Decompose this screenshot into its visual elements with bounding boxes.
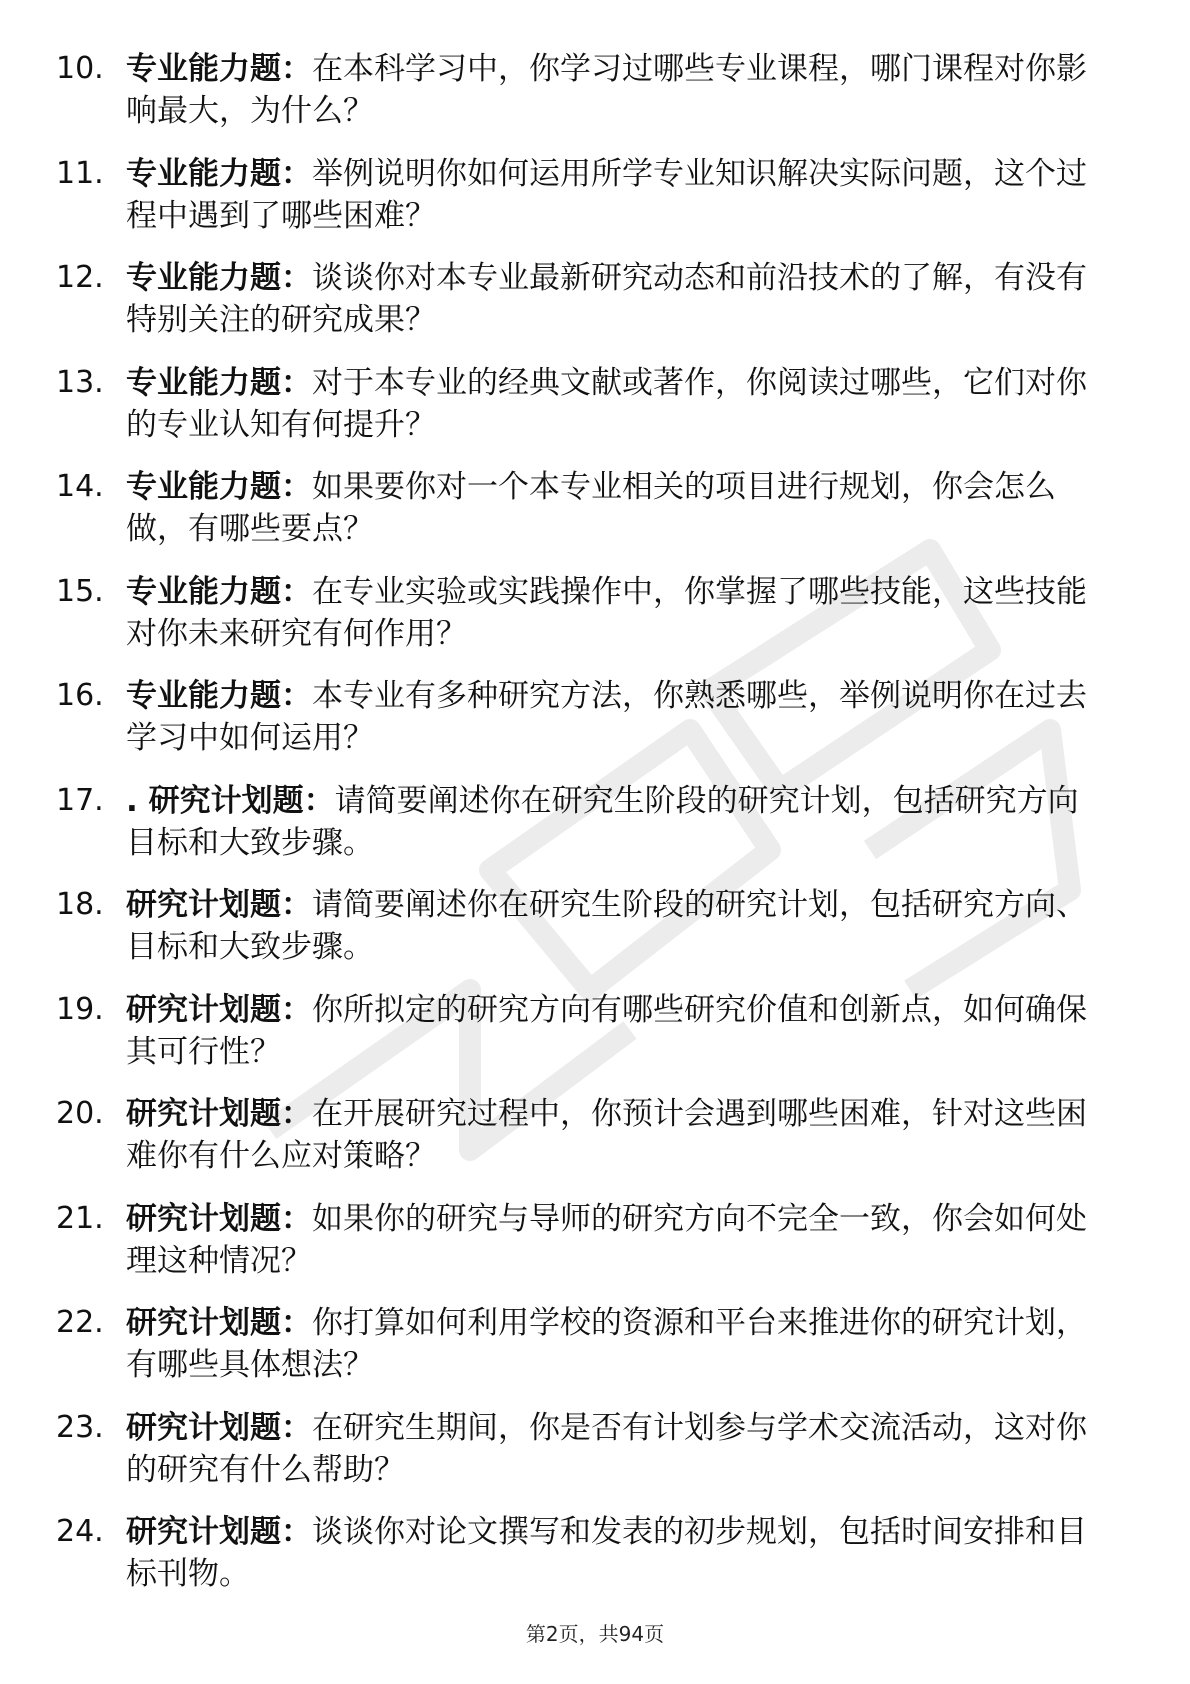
question-item bbox=[56, 780, 1136, 864]
question-text: 如果你的研究与导师的研究方向不完全一致，你会如何处理这种情况？ bbox=[126, 1200, 1087, 1279]
question-item bbox=[56, 675, 1136, 759]
question-item bbox=[56, 257, 1136, 341]
question-item bbox=[56, 989, 1136, 1073]
question-category: 专业能力题： bbox=[126, 260, 312, 296]
question-category: 研究计划题： bbox=[126, 1409, 312, 1446]
question-item bbox=[56, 466, 1136, 550]
question-category: 研究计划题： bbox=[126, 887, 312, 923]
question-text: 谈谈你对论文撰写和发表的初步规划，包括时间安排和目标刊物。 bbox=[126, 1514, 1087, 1592]
question-text: 你所拟定的研究方向有哪些研究价值和创新点，如何确保其可行性？ bbox=[126, 991, 1087, 1070]
question-item bbox=[56, 362, 1136, 446]
question-number: 21. bbox=[56, 1200, 104, 1236]
question-text: 举例说明你如何运用所学专业知识解决实际问题，这个过程中遇到了哪些困难？ bbox=[126, 155, 1087, 234]
question-category: 专业能力题： bbox=[126, 155, 312, 192]
question-category: 研究计划题： bbox=[126, 1305, 312, 1341]
question-text: 如果要你对一个本专业相关的项目进行规划，你会怎么做，有哪些要点？ bbox=[126, 469, 1056, 547]
question-category: 专业能力题： bbox=[126, 678, 312, 714]
question-number: 12. bbox=[56, 260, 104, 295]
question-category: 专业能力题： bbox=[126, 51, 312, 87]
question-category: 专业能力题： bbox=[126, 364, 312, 401]
question-body bbox=[126, 362, 1136, 446]
question-category: 研究计划题： bbox=[126, 1514, 312, 1550]
question-body bbox=[126, 1093, 1136, 1177]
question-item bbox=[56, 1407, 1136, 1491]
question-item bbox=[56, 1302, 1136, 1386]
question-category: 研究计划题： bbox=[126, 1200, 312, 1237]
question-category: 专业能力题： bbox=[126, 469, 312, 505]
question-number: 18. bbox=[56, 887, 104, 922]
question-item bbox=[56, 1198, 1136, 1282]
question-text: 在专业实验或实践操作中，你掌握了哪些技能，这些技能对你未来研究有何作用？ bbox=[126, 573, 1087, 652]
question-number: 24. bbox=[56, 1514, 104, 1549]
question-text: 请简要阐述你在研究生阶段的研究计划，包括研究方向、目标和大致步骤。 bbox=[126, 887, 1087, 965]
question-number: 10. bbox=[56, 51, 104, 86]
question-body bbox=[126, 1407, 1136, 1491]
question-item bbox=[56, 48, 1136, 132]
question-number: 15. bbox=[56, 573, 104, 609]
question-item bbox=[56, 571, 1136, 655]
question-number: 19. bbox=[56, 991, 104, 1027]
question-number: 22. bbox=[56, 1305, 104, 1340]
question-body bbox=[126, 466, 1136, 550]
question-text: 在研究生期间，你是否有计划参与学术交流活动，这对你的研究有什么帮助？ bbox=[126, 1409, 1087, 1488]
question-number: 11. bbox=[56, 155, 104, 191]
question-number: 20. bbox=[56, 1096, 104, 1131]
question-body bbox=[126, 675, 1136, 759]
question-text: 请简要阐述你在研究生阶段的研究计划，包括研究方向目标和大致步骤。 bbox=[126, 782, 1079, 861]
question-list bbox=[56, 48, 1136, 1616]
question-number: 23. bbox=[56, 1409, 104, 1445]
question-text: 你打算如何利用学校的资源和平台来推进你的研究计划，有哪些具体想法？ bbox=[126, 1305, 1087, 1383]
question-body bbox=[126, 571, 1136, 655]
question-item bbox=[56, 153, 1136, 237]
question-text: 在本科学习中，你学习过哪些专业课程，哪门课程对你影响最大，为什么？ bbox=[126, 51, 1087, 129]
question-item bbox=[56, 1511, 1136, 1595]
question-category: . 研究计划题： bbox=[126, 782, 335, 819]
question-number: 14. bbox=[56, 469, 104, 504]
question-body bbox=[126, 1511, 1136, 1595]
question-number: 17. bbox=[56, 782, 104, 818]
question-text: 本专业有多种研究方法，你熟悉哪些，举例说明你在过去学习中如何运用？ bbox=[126, 678, 1087, 756]
question-number: 13. bbox=[56, 364, 104, 400]
question-category: 研究计划题： bbox=[126, 991, 312, 1028]
question-text: 对于本专业的经典文献或著作，你阅读过哪些，它们对你的专业认知有何提升？ bbox=[126, 364, 1087, 443]
question-item bbox=[56, 884, 1136, 968]
question-category: 研究计划题： bbox=[126, 1096, 312, 1132]
question-body bbox=[126, 780, 1136, 864]
question-body bbox=[126, 1302, 1136, 1386]
question-body bbox=[126, 48, 1136, 132]
question-text: 谈谈你对本专业最新研究动态和前沿技术的了解，有没有特别关注的研究成果？ bbox=[126, 260, 1087, 338]
question-body bbox=[126, 884, 1136, 968]
question-text: 在开展研究过程中，你预计会遇到哪些困难，针对这些困难你有什么应对策略？ bbox=[126, 1096, 1087, 1174]
question-body bbox=[126, 153, 1136, 237]
question-body bbox=[126, 257, 1136, 341]
question-category: 专业能力题： bbox=[126, 573, 312, 610]
question-item bbox=[56, 1093, 1136, 1177]
question-number: 16. bbox=[56, 678, 104, 713]
page-footer: 第2页，共94页 bbox=[525, 1622, 665, 1646]
question-body bbox=[126, 989, 1136, 1073]
question-body bbox=[126, 1198, 1136, 1282]
